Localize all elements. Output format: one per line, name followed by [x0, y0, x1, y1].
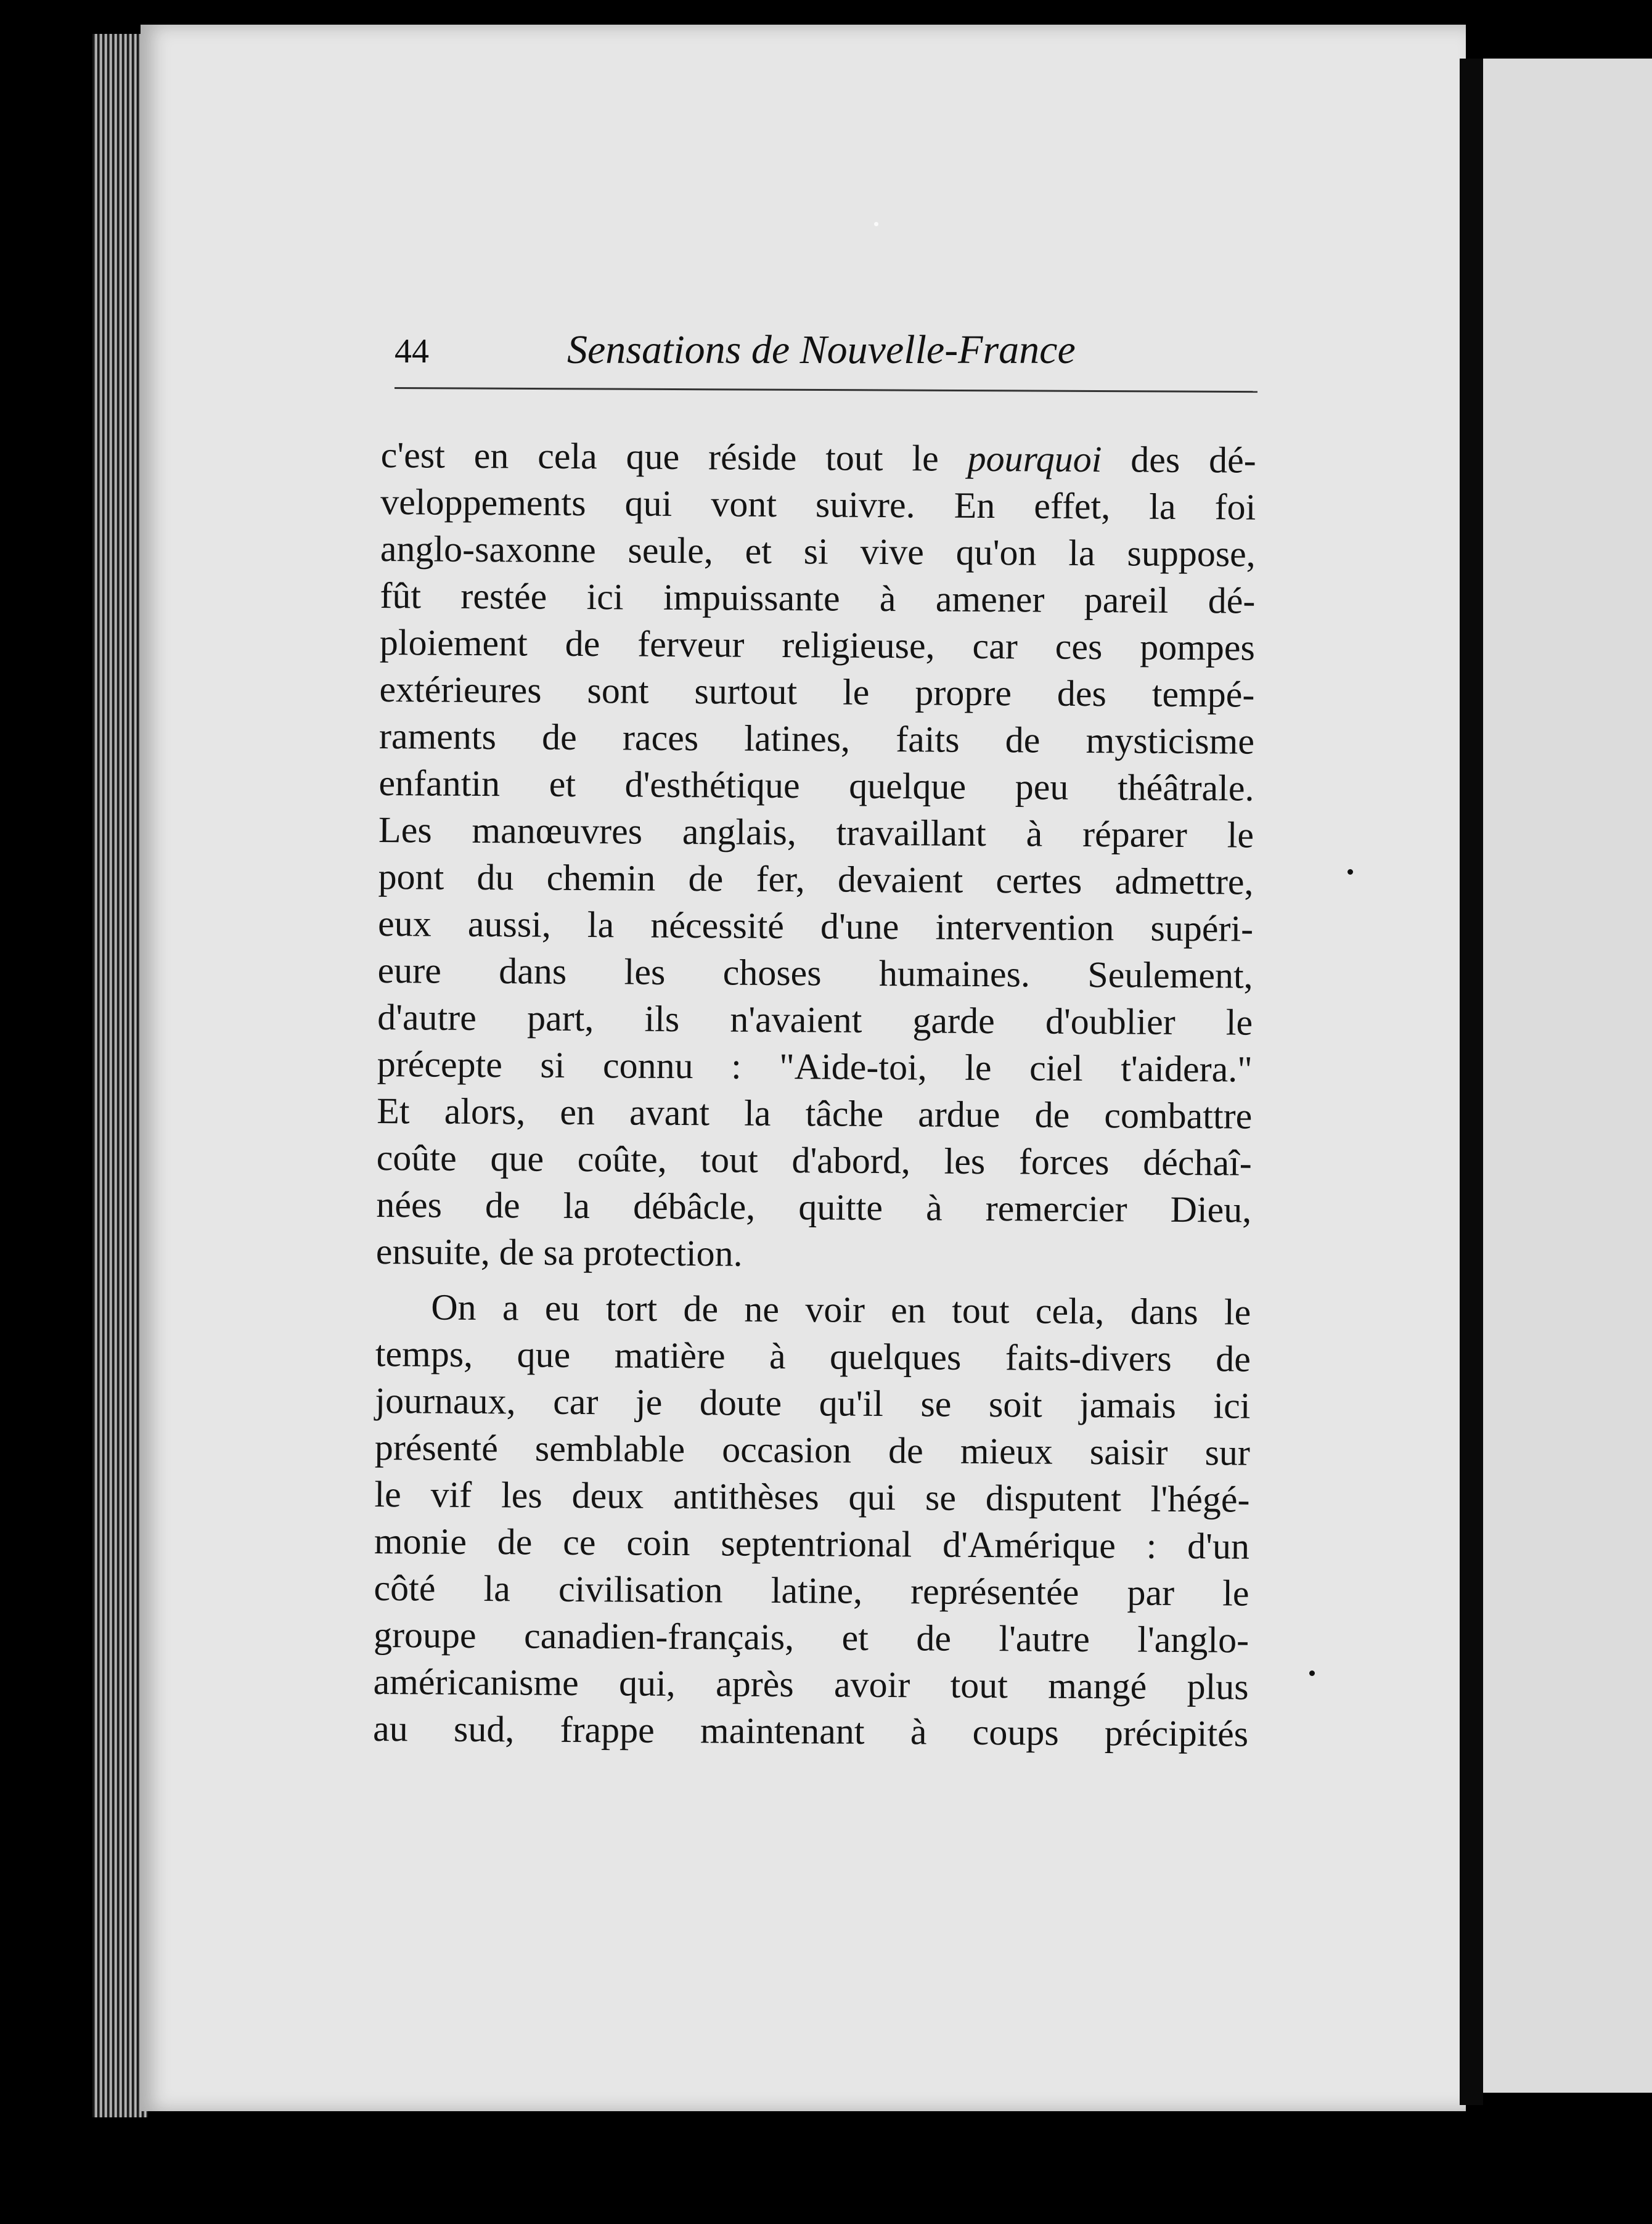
text-line: eux aussi, la nécessité d'une intervention supéri- [377, 902, 1254, 949]
dust-speck [1309, 1670, 1315, 1676]
text-line: côté la civilisation latine, représentée par le [374, 1567, 1249, 1614]
text-line: Les manœuvres anglais, travaillant à réparer le [378, 809, 1254, 856]
text-line: au sud, frappe maintenant à coups précipités [372, 1707, 1249, 1754]
text-line: fût restée ici impuissante à amener pareil dé- [380, 574, 1256, 621]
text-line-segment: c'est en cela que réside tout le [380, 434, 968, 479]
text-line: monie de ce coin septentrional d'Amérique : d'un [374, 1520, 1250, 1567]
text-line: anglo-saxonne seule, et si vive qu'on la suppose, [380, 528, 1256, 574]
text-line: pont du chemin de fer, devaient certes admettre, [378, 856, 1254, 902]
italic-word: pourquoi [967, 438, 1102, 480]
text-line: groupe canadien-français, et de l'autre l'anglo- [373, 1614, 1249, 1661]
running-title: Sensations de Nouvelle-France [567, 327, 1076, 372]
text-line: eure dans les choses humaines. Seulement, [377, 949, 1253, 996]
text-line: raments de races latines, faits de mysticisme [378, 715, 1255, 762]
text-line: enfantin et d'esthétique quelque peu théâtrale. [378, 762, 1254, 809]
text-line: journaux, car je doute qu'il se soit jamais ici [375, 1380, 1251, 1426]
text-line: le vif les deux antithèses qui se disputent l'hégé- [374, 1473, 1250, 1520]
text-line: ensuite, de sa protection. [375, 1230, 743, 1274]
dust-speck [1347, 869, 1353, 875]
text-line: coûte que coûte, tout d'abord, les forces déchaî- [376, 1137, 1252, 1184]
text-line: temps, que matière à quelques faits-divers de [375, 1333, 1251, 1380]
text-line: On a eu tort de ne voir en tout cela, dans le [431, 1286, 1251, 1333]
text-line: nées de la débâcle, quitte à remercier Dieu, [376, 1184, 1252, 1230]
text-line [381, 431, 1256, 484]
text-line: américanisme qui, après avoir tout mangé plus [373, 1661, 1249, 1707]
text-line-segment: des dé- [1102, 439, 1256, 481]
text-line: présenté semblable occasion de mieux saisir sur [374, 1426, 1251, 1473]
facing-page-edge [1483, 59, 1652, 2093]
text-line: ploiement de ferveur religieuse, car ces pompes [379, 621, 1256, 668]
page-number: 44 [395, 332, 429, 370]
text-line: précepte si connu : "Aide-toi, le ciel t'aidera." [377, 1043, 1253, 1090]
text-line: extérieures sont surtout le propre des tempé- [379, 668, 1255, 715]
page-fold-shadow [1460, 59, 1483, 2105]
text-line: d'autre part, ils n'avaient garde d'oublier le [377, 996, 1253, 1043]
bound-page-edges [92, 34, 148, 2117]
text-line: veloppements qui vont suivre. En effet, la foi [380, 481, 1256, 528]
text-line: Et alors, en avant la tâche ardue de combattre [377, 1090, 1253, 1137]
page-header [395, 327, 1257, 376]
body-text [373, 431, 1256, 1757]
dust-speck [874, 222, 878, 226]
